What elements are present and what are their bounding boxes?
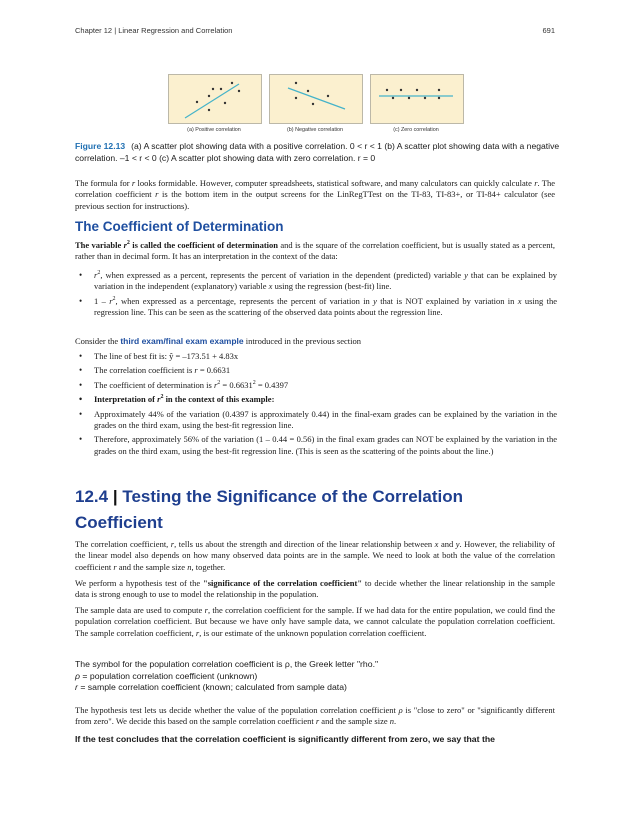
data-point <box>307 90 309 92</box>
data-point <box>438 89 440 91</box>
panel-caption-c: (c) Zero correlation <box>393 127 439 133</box>
hypothesis-paragraph: We perform a hypothesis test of the "significance of the correlation coefficient" to decide whether the linear relationship in the sample data is strong enough to use to model the relationship in the population. <box>75 578 555 600</box>
data-point <box>295 97 297 99</box>
data-point <box>231 82 233 84</box>
chapter-title: Chapter 12 | Linear Regression and Correlation <box>75 26 233 35</box>
data-point <box>220 88 222 90</box>
data-point <box>392 97 394 99</box>
cod-bullet-list <box>75 270 557 322</box>
data-point <box>386 89 388 91</box>
panel-caption-a: (a) Positive correlation <box>187 127 241 133</box>
conclusion-bold-text: If the test concludes that the correlation coefficient is significantly different from zero, we say that the <box>75 734 495 744</box>
symbol-note: The symbol for the population correlation coefficient is ρ, the Greek letter "rho." ρ = population correlation coefficient (unknown) r = sample correlation coefficient (known; calculated from sample data) <box>75 659 379 693</box>
list-item: • The correlation coefficient is r = 0.6631 <box>75 365 557 376</box>
zero-correlation-plot <box>370 74 464 124</box>
positive-correlation-plot <box>168 74 262 124</box>
data-point <box>312 103 314 105</box>
running-header <box>75 26 555 38</box>
data-point <box>212 88 214 90</box>
list-item: • Therefore, approximately 56% of the variation (1 – 0.44 = 0.56) in the final exam grades can NOT be explained by the variation in the grades on the third exam, using the best-fit regression line. (This is seen as the scattering of the points about the line.) <box>75 434 557 457</box>
data-point <box>424 97 426 99</box>
data-point <box>327 95 329 97</box>
figure-12-13 <box>168 74 462 136</box>
sample-data-paragraph: The sample data are used to compute r, the correlation coefficient for the sample. If we had data for the entire population, we could find the population correlation coefficient. But because we have only have sample data, we cannot calculate the population correlation coefficient. The sample correlation coefficient, r, is our estimate of the unknown population correlation coefficient. <box>75 605 555 638</box>
data-point <box>295 82 297 84</box>
data-point <box>238 90 240 92</box>
list-item: • $1 - r^2$, when expressed as a percentage, represents the percent of variation in y that is NOT explained by variation in x using the regression line. This can be seen as the scattering of the observed data points about the regression line. <box>75 296 557 319</box>
section-number: 12.4 <box>75 487 109 506</box>
data-point <box>224 102 226 104</box>
data-point <box>208 109 210 111</box>
list-item: • Approximately 44% of the variation (0.4397 is approximately 0.44) in the final-exam grades can be explained by the variation in the grades on the third exam, using the best-fit regression line. <box>75 409 557 432</box>
third-exam-example-link[interactable]: third exam/final exam example <box>120 336 244 346</box>
panel-caption-b: (b) Negative correlation <box>286 127 344 133</box>
list-item: • The coefficient of determination is $r^2 = 0.6631^2 = 0.4397$ <box>75 380 557 391</box>
section-heading-cod: The Coefficient of Determination <box>75 219 284 234</box>
figure-caption <box>75 140 560 164</box>
formula-paragraph: The formula for r looks formidable. However, computer spreadsheets, statistical software, and many calculators can quickly calculate r. The correlation coefficient r is the bottom item in the output screens for the LinRegTTest on the TI-83, TI-83+, or TI-84+ calculator (see previous section for instructions). <box>75 178 555 211</box>
data-point <box>416 89 418 91</box>
data-point <box>196 101 198 103</box>
cod-intro-paragraph: The variable $r^2$ is called the coefficient of determination and is the square of the correlation coefficient, but is usually stated as a percent, rather than in decimal form. It has an interpretation in the context of the data: <box>75 240 556 262</box>
example-bullet-list <box>75 351 557 460</box>
data-point <box>400 89 402 91</box>
figure-label: Figure 12.13 <box>75 141 126 151</box>
section-12-4-heading: 12.4 | Testing the Significance of the Correlation Coefficient <box>75 487 463 532</box>
list-item: • Interpretation of $r^2$ in the context of this example: <box>75 394 557 405</box>
page-number: 691 <box>542 26 555 35</box>
correlation-paragraph: The correlation coefficient, r, tells us about the strength and direction of the linear relationship between x and y. However, the reliability of the linear model also depends on how many observed data points are in the sample. We need to look at both the value of the correlation coefficient r and the sample size n, together. <box>75 539 555 572</box>
list-item: • $r^2$, when expressed as a percent, represents the percent of variation in the dependent (predicted) variable y that can be explained by variation in the independent (explanatory) variable x using the regression (best-fit) line. <box>75 270 557 293</box>
hypothesis-test-paragraph: The hypothesis test lets us decide whether the value of the population correlation coefficient ρ is "close to zero" or "significantly different from zero". We decide this based on the sample correlation coefficient r and the sample size n. <box>75 705 555 727</box>
figure-caption-text: (a) A scatter plot showing data with a positive correlation. 0 < r < 1 (b) A scatter plot showing data with a negative correlation. –1 < r < 0 (c) A scatter plot showing data with zero correlation. r = 0 <box>75 141 560 163</box>
section-title: Testing the Significance of the Correlation <box>122 487 463 506</box>
negative-correlation-plot <box>269 74 363 124</box>
data-point <box>208 95 210 97</box>
data-point <box>438 97 440 99</box>
data-point <box>408 97 410 99</box>
consider-paragraph: Consider the third exam/final exam example introduced in the previous section <box>75 336 361 346</box>
list-item: • The line of best fit is: ŷ = –173.51 + 4.83x <box>75 351 557 362</box>
